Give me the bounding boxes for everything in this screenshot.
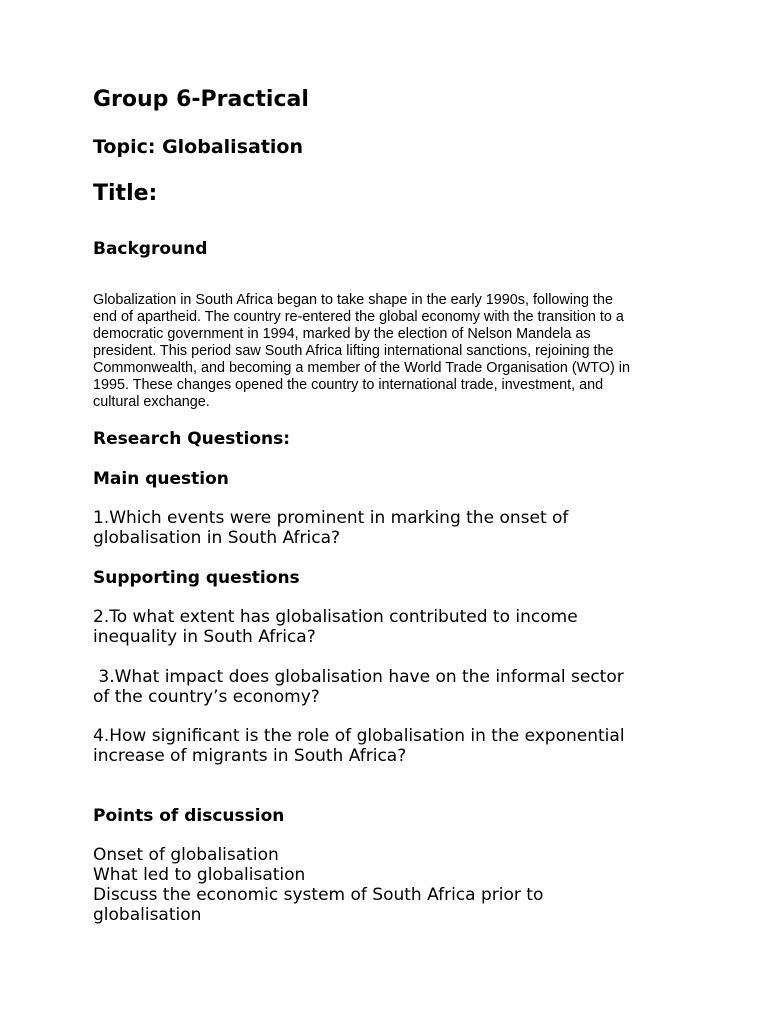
title-label: Title: — [93, 181, 158, 206]
supporting-question — [93, 607, 673, 647]
discussion-point: globalisation — [93, 905, 202, 925]
background-line: cultural exchange. — [93, 394, 210, 410]
research-questions-heading: Research Questions: — [93, 429, 291, 449]
background-line: Globalization in South Africa began to take shape in the early 1990s, following the — [93, 292, 614, 308]
background-line: democratic government in 1994, marked by the election of Nelson Mandela as — [93, 326, 591, 342]
discussion-point: What led to globalisation — [93, 865, 306, 885]
discussion-point: Onset of globalisation — [93, 845, 279, 865]
supporting-question — [93, 667, 673, 707]
question-line: 2.To what extent has globalisation contributed to income — [93, 607, 578, 627]
discussion-point: Discuss the economic system of South Africa prior to — [93, 885, 544, 905]
question-line: 1.Which events were prominent in marking the onset of — [93, 508, 569, 528]
discussion-points — [93, 845, 543, 925]
discussion-heading: Points of discussion — [93, 806, 285, 826]
question-line: inequality in South Africa? — [93, 627, 316, 647]
background-line: president. This period saw South Africa lifting international sanctions, rejoining the — [93, 343, 614, 359]
supporting-question — [93, 726, 673, 766]
topic-heading: Topic: Globalisation — [93, 136, 303, 158]
question-line: 4.How significant is the role of globalisation in the exponential — [93, 726, 625, 746]
question-line: globalisation in South Africa? — [93, 528, 341, 548]
background-heading: Background — [93, 239, 208, 259]
supporting-questions-heading: Supporting questions — [93, 568, 300, 588]
question-line: of the country’s economy? — [93, 687, 320, 707]
background-paragraph — [93, 292, 678, 411]
document-heading: Group 6-Practical — [93, 87, 309, 112]
question-line: increase of migrants in South Africa? — [93, 746, 407, 766]
background-line: 1995. These changes opened the country to international trade, investment, and — [93, 377, 604, 393]
background-line: Commonwealth, and becoming a member of the World Trade Organisation (WTO) in — [93, 360, 630, 376]
question-line: 3.What impact does globalisation have on the informal sector — [93, 667, 624, 687]
main-question-heading: Main question — [93, 469, 229, 489]
main-question — [93, 508, 673, 548]
background-line: end of apartheid. The country re-entered the global economy with the transition to a — [93, 309, 624, 325]
